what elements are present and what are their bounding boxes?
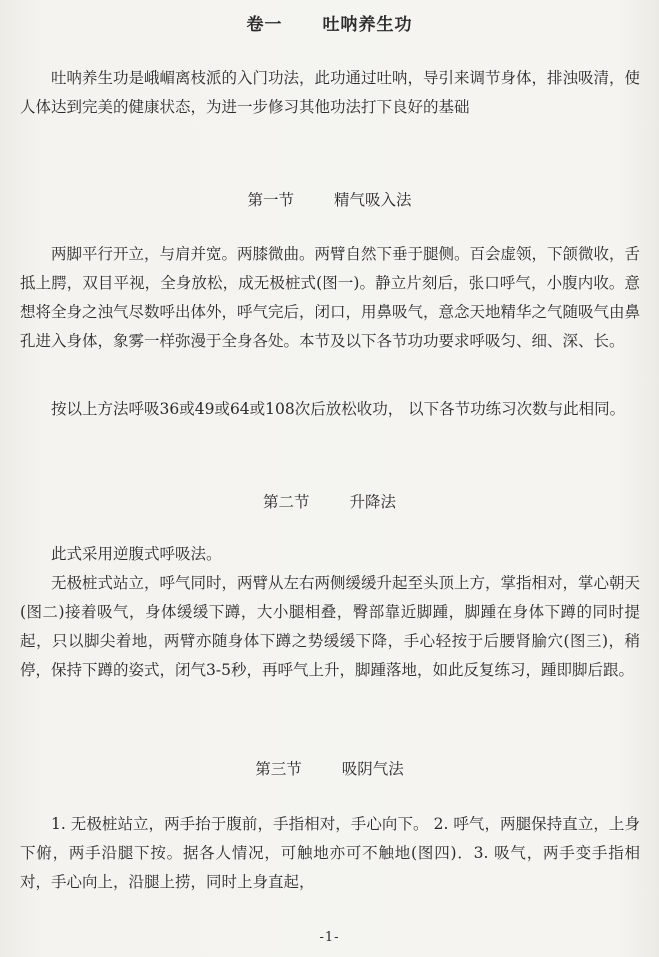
section-name: 升降法 <box>349 493 397 511</box>
page-number: -1- <box>319 930 340 945</box>
intro-paragraph: 吐呐养生功是峨嵋离枝派的入门功法，此功通过吐呐，导引来调节身体，排浊吸清，使人体达到完美的健康状态，为进一步修习其他功法打下良好的基础 <box>20 69 641 116</box>
chapter-title <box>0 10 659 35</box>
section-number: 第三节 <box>255 760 302 778</box>
section-heading-3 <box>0 757 659 779</box>
section-number: 第二节 <box>262 493 310 511</box>
section-1-paragraph-2: 按以上方法呼吸36或49或64或108次后放松收功， 以下各节功练习次数与此相同。 <box>51 400 626 418</box>
section-number: 第一节 <box>247 191 294 209</box>
volume-label: 卷一 <box>246 15 283 35</box>
section-name: 精气吸入法 <box>334 191 412 209</box>
chapter-name: 吐呐养生功 <box>322 15 413 35</box>
section-heading-2 <box>0 490 659 512</box>
section-3-paragraph-1: 1. 无极桩站立，两手抬于腹前，手指相对，手心向下。 2. 呼气，两腿保持直立，上身下俯，两手沿腿下按。据各人情况，可触地亦可不触地(图四)．3. 吸气，两手变手指相对，手心向上，沿腿上捞，同时上身直起， <box>20 815 640 891</box>
section-2-paragraph-1: 此式采用逆腹式呼吸法。 <box>51 545 222 563</box>
section-heading-1 <box>0 188 659 210</box>
section-2-paragraph-2: 无极桩式站立，呼气同时，两臂从左右两侧缓缓升起至头顶上方，掌指相对，掌心朝天(图二)接着吸气，身体缓缓下蹲，大小腿相叠，臀部靠近脚踵，脚踵在身体下蹲的同时提起，只以脚尖着地，两臂亦随身体下蹲之势缓缓下降，手心轻按于后腰肾腧穴(图三)，稍停，保持下蹲的姿式，闭气3-5秒，再呼气上升，脚踵落地，如此反复练习，踵即脚后跟。 <box>20 574 641 679</box>
section-name: 吸阴气法 <box>341 760 404 778</box>
section-1-paragraph-1: 两脚平行开立，与肩并宽。两膝微曲。两臂自然下垂于腿侧。百会虚领，下颌微收，舌抵上腭，双目平视，全身放松，成无极桩式(图一)。静立片刻后，张口呼气，小腹内收。意想将全身之浊气尽数呼出体外，呼气完后，闭口，用鼻吸气，意念天地精华之气随吸气由鼻孔进入身体，象雾一样弥漫于全身各处。本节及以下各节功功要求呼吸匀、细、深、长。 <box>20 245 641 350</box>
